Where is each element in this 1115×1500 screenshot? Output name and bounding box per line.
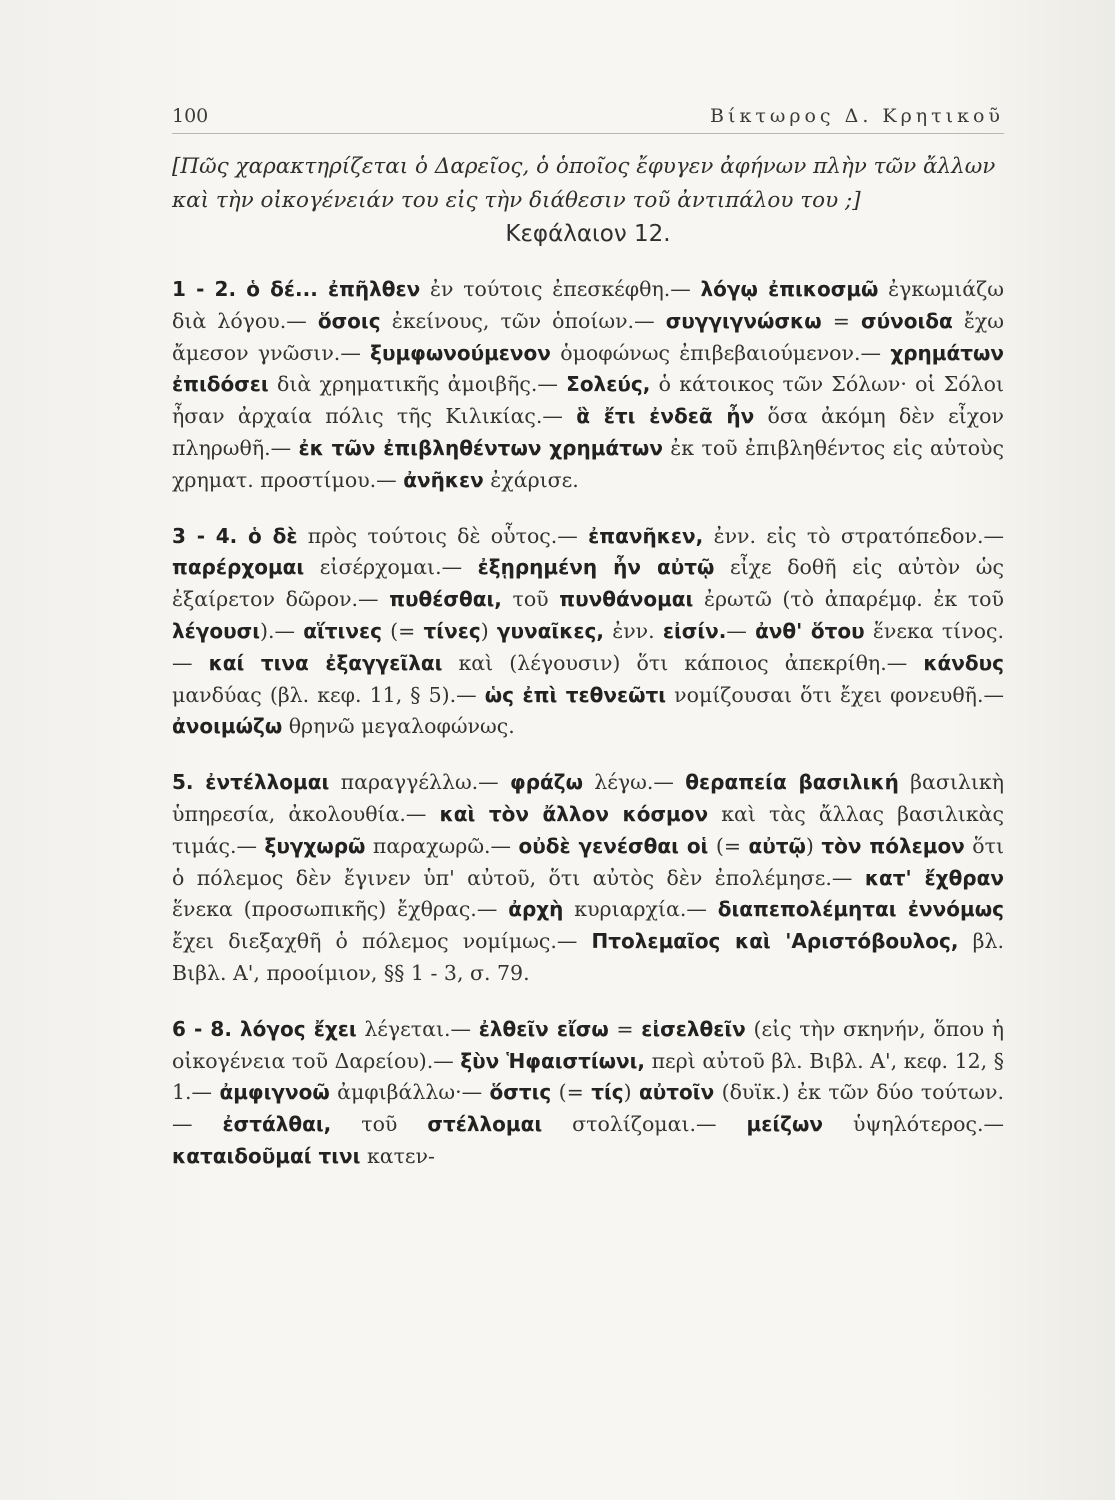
lemma-term: φράζω <box>510 770 583 795</box>
lemma-term: παρέρχομαι <box>172 555 305 580</box>
running-header <box>172 103 1004 134</box>
gloss-text: ἐρωτῶ (τὸ ἀπαρέμφ. ἐκ τοῦ <box>693 587 1004 612</box>
gloss-text: βλ. Βιβλ. Α', προοίμιον, §§ 1 - 3, σ. 79. <box>172 929 1005 985</box>
commentary-paragraph <box>172 1014 1004 1173</box>
chapter-title: Κεφάλαιον 12. <box>505 221 671 247</box>
gloss-text: διὰ χρηματικῆς ἀμοιβῆς.— <box>268 372 567 397</box>
lemma-term: 5. ἐντέλλομαι <box>172 770 330 795</box>
gloss-text: = <box>821 308 862 333</box>
commentary-paragraph <box>172 767 1004 990</box>
lemma-term: καί τινα ἐξαγγεῖλαι <box>208 650 443 675</box>
gloss-text: ὑψηλότερος.— <box>822 1112 1004 1137</box>
lemma-term: κάνδυς <box>923 650 1004 675</box>
lemma-term: πυνθάνομαι <box>559 587 694 612</box>
lemma-term: τίνες <box>423 618 481 643</box>
gloss-text: ἕνεκα (προσωπικῆς) ἔχθρας.— <box>172 897 509 922</box>
gloss-text: (= <box>551 1080 592 1105</box>
lemma-term: ἀνοιμώζω <box>172 714 283 739</box>
gloss-text: (εἰς τὴν σκηνήν, ὅπου ἡ οἰκογένεια τοῦ Δαρείου).— <box>172 1016 1004 1073</box>
gloss-text: τοῦ <box>331 1112 428 1137</box>
gloss-text: (δυϊκ.) ἐκ τῶν δύο τούτων.— <box>172 1080 1005 1137</box>
gloss-text: ἕνεκα τίνος.— <box>172 618 1004 675</box>
gloss-text: καὶ τὰς ἄλλας βασιλικὰς τιμάς.— <box>172 801 1004 858</box>
gloss-text: ἔχει διεξαχθῆ ὁ πόλεμος νομίμως.— <box>172 929 592 954</box>
lemma-term: τὸν πόλεμον <box>821 833 965 858</box>
lemma-term: συγγιγνώσκω <box>665 308 822 333</box>
lemma-term: Σολεύς, <box>566 372 651 397</box>
lemma-term: ἐλθεῖν εἴσω <box>478 1016 609 1041</box>
lemma-term: 1 - 2. ὁ δέ... ἐπῆλθεν <box>172 277 421 301</box>
lemma-term: εἰσελθεῖν <box>641 1016 746 1041</box>
gloss-text: βασιλικὴ ὑπηρεσία, ἀκολουθία.— <box>172 770 1005 826</box>
lemma-term: ἀρχὴ <box>508 897 564 922</box>
gloss-text: ) <box>623 1080 640 1105</box>
gloss-text: ἐχάρισε. <box>483 467 579 492</box>
lemma-term: 6 - 8. λόγος ἔχει <box>172 1016 357 1041</box>
lemma-term: οὐδὲ γενέσθαι οἱ <box>518 833 709 858</box>
lemma-term: ἀνθ' ὅτου <box>755 618 865 643</box>
lemma-term: χρημάτων ἐπιδόσει <box>172 340 1004 397</box>
lemma-term: στέλλομαι <box>427 1112 543 1137</box>
gloss-text: λέγω.— <box>582 770 686 795</box>
gloss-text: κατεν- <box>360 1143 435 1168</box>
gloss-text: ἐνν. <box>604 618 663 643</box>
commentary-paragraph <box>172 521 1004 744</box>
lemma-term: ἐκ τῶν ἐπιβληθέντων χρημάτων <box>298 435 663 460</box>
lemma-term: ξυγχωρῶ <box>264 833 366 858</box>
gloss-text: ).— <box>260 618 304 643</box>
lemma-term: ὡς ἐπὶ τεθνεῶτι <box>484 682 667 707</box>
gloss-text: κυριαρχία.— <box>563 897 718 922</box>
lemma-term: καὶ τὸν ἄλλον κόσμον <box>439 801 709 826</box>
gloss-text: ἐκ τοῦ ἐπιβληθέντος εἰς αὐτοὺς χρηματ. προστίμου.— <box>172 435 1004 492</box>
lemma-term: ἀμφιγνοῶ <box>219 1080 330 1105</box>
lemma-term: ἀνῆκεν <box>403 467 484 492</box>
gloss-text: ) <box>805 833 822 858</box>
gloss-text: ἀμφιβάλλω·— <box>329 1080 490 1105</box>
gloss-text: στολίζομαι.— <box>542 1112 747 1137</box>
gloss-text: ἐν τούτοις ἐπεσκέφθη.— <box>420 277 701 301</box>
lemma-term: τίς <box>591 1080 624 1105</box>
gloss-text: ἐνν. εἰς τὸ στρατόπεδον.— <box>703 523 1004 548</box>
gloss-text: τοῦ <box>501 587 560 612</box>
lemma-term: ἐξῃρημένη ἦν αὐτῷ <box>477 555 715 580</box>
lemma-term: αἵτινες <box>303 618 382 643</box>
lemma-term: σύνοιδα <box>861 308 953 333</box>
lemma-term: καταιδοῦμαί τινι <box>172 1143 361 1168</box>
gloss-text: μανδύας (βλ. κεφ. 11, § 5).— <box>172 682 485 707</box>
lemma-term: λόγῳ ἐπικοσμῶ <box>700 277 879 301</box>
gloss-text: ἔχω ἄμεσον γνῶσιν.— <box>172 308 1004 365</box>
gloss-text: θρηνῶ μεγαλοφώνως. <box>282 714 515 739</box>
page-number: 100 <box>172 105 209 127</box>
gloss-text: ) <box>480 618 497 643</box>
lemma-term: ξυμφωνούμενον <box>370 340 551 365</box>
gloss-text: ὅσα ἀκόμη δὲν εἶχον πληρωθῆ.— <box>172 404 1004 460</box>
lemma-term: 3 - 4. ὁ δὲ <box>172 523 298 548</box>
gloss-text: παραγγέλλω.— <box>329 770 511 795</box>
lemma-term: ὅσοις <box>317 308 381 333</box>
gloss-text: ὁ κάτοικος τῶν Σόλων· οἱ Σόλοι ἦσαν ἀρχαία πόλις τῆς Κιλικίας.— <box>172 372 1005 429</box>
gloss-text: ὅτι ὁ πόλεμος δὲν ἔγινεν ὑπ' αὐτοῦ, ὅτι αὐτὸς δὲν ἐπολέμησε.— <box>172 833 1004 890</box>
lemma-term: εἰσίν. <box>662 618 727 643</box>
lemma-term: Πτολεμαῖος καὶ 'Αριστόβουλος, <box>591 929 959 954</box>
study-question: [Πῶς χαρακτηρίζεται ὁ Δαρεῖος, ὁ ὁποῖος ἔφυγεν ἀφήνων πλὴν τῶν ἄλλων καὶ τὴν οἰκογένειάν του εἰς τὴν διάθεσιν τοῦ ἀντιπάλου του ;] <box>172 154 996 213</box>
lemma-term: διαπεπολέμηται ἐννόμως <box>717 897 1004 922</box>
running-author: Βίκτωρος Δ. Κρητικοῦ <box>710 105 1004 127</box>
page-body <box>172 150 1004 1197</box>
lemma-term: γυναῖκες, <box>496 618 604 643</box>
lemma-term: πυθέσθαι, <box>389 587 502 612</box>
lemma-term: κατ' ἔχθραν <box>864 865 1004 890</box>
gloss-text: νομίζουσαι ὅτι ἔχει φονευθῆ.— <box>666 682 1004 707</box>
gloss-text: εἶχε δοθῆ εἰς αὐτὸν ὡς ἐξαίρετον δῶρον.— <box>172 555 1004 612</box>
gloss-text: (= <box>708 833 749 858</box>
lemma-term: ἐπανῆκεν, <box>588 523 704 548</box>
lemma-term: αὐτοῖν <box>639 1080 715 1105</box>
gloss-text: ἐγκωμιάζω διὰ λόγου.— <box>172 277 1004 333</box>
lemma-term: ξὺν Ἡφαιστίωνι, <box>460 1048 646 1073</box>
gloss-text: πρὸς τούτοις δὲ οὗτος.— <box>297 523 589 548</box>
gloss-text: = <box>608 1016 642 1041</box>
lemma-term: ὅστις <box>489 1080 552 1105</box>
gloss-text: (= <box>381 618 424 643</box>
gloss-text: παραχωρῶ.— <box>365 833 519 858</box>
lemma-term: μείζων <box>746 1112 823 1137</box>
lemma-term: ἃ ἔτι ἐνδεᾶ ἦν <box>576 404 755 429</box>
commentary-paragraph <box>172 274 1004 497</box>
lemma-term: λέγουσι <box>172 618 261 643</box>
lemma-term: ἐστάλθαι, <box>222 1112 332 1137</box>
gloss-text: ἐκείνους, τῶν ὁποίων.— <box>380 308 666 333</box>
gloss-text: — <box>726 618 756 643</box>
gloss-text: καὶ (λέγουσιν) ὅτι κάποιος ἀπεκρίθη.— <box>442 650 924 675</box>
lemma-term: αὐτῷ <box>748 833 806 858</box>
lemma-term: θεραπεία βασιλική <box>685 770 899 795</box>
gloss-text: περὶ αὐτοῦ βλ. Βιβλ. Α', κεφ. 12, § 1.— <box>172 1048 1005 1105</box>
gloss-text: εἰσέρχομαι.— <box>304 555 478 580</box>
gloss-text: ὁμοφώνως ἐπιβεβαιούμενον.— <box>550 340 891 365</box>
gloss-text: λέγεται.— <box>356 1016 479 1041</box>
